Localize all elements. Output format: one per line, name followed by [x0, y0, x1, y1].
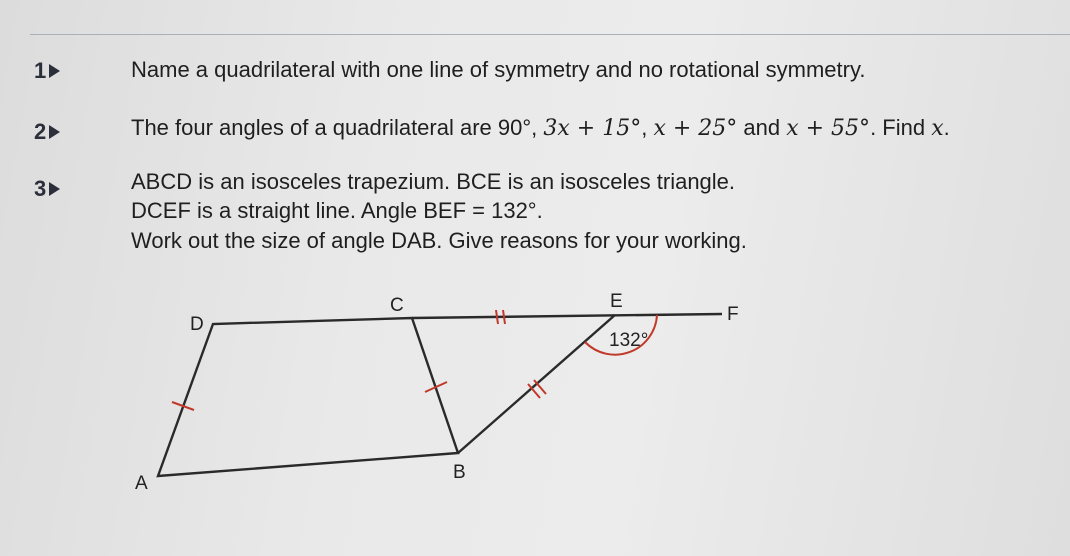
double-tick-ce-2 — [503, 310, 505, 324]
vertex-label-d: D — [190, 314, 204, 335]
question-2-suffix: . Find — [870, 115, 932, 140]
question-2-conjunction: and — [737, 115, 787, 140]
question-1-text: Name a quadrilateral with one line of symmetry and no rotational symmetry. — [131, 57, 866, 82]
question-3-line-1: ABCD is an isosceles trapezium. BCE is an isosceles triangle. — [131, 169, 736, 194]
variable-x: x — [931, 116, 944, 141]
vertex-label-b: B — [453, 462, 466, 483]
double-tick-ce-1 — [496, 310, 498, 324]
trapezium-abcd — [158, 318, 458, 476]
vertex-label-c: C — [390, 295, 404, 316]
question-2-end: . — [943, 115, 950, 140]
question-3-line-3: Work out the size of angle DAB. Give reasons for your working. — [131, 228, 747, 253]
angle-3x-plus-15: 3x + 15° — [543, 116, 642, 141]
question-1-number-text: 1 — [34, 58, 47, 83]
question-2-number-text: 2 — [34, 119, 47, 144]
question-3-number-text: 3 — [34, 176, 47, 201]
question-3-line-2: DCEF is a straight line. Angle BEF = 132°. — [131, 198, 543, 223]
question-2-prefix: The four angles of a quadrilateral are — [131, 115, 498, 140]
vertex-label-e: E — [610, 291, 623, 312]
vertex-label-a: A — [135, 473, 148, 494]
question-2-text: The four angles of a quadrilateral are 90°, 3x + 15°, x + 25° and x + 55°. Find x. — [131, 115, 950, 141]
angle-x-plus-55: x + 55° — [786, 116, 871, 141]
angle-label-132: 132° — [609, 330, 649, 351]
angle-x-plus-25: x + 25° — [653, 116, 738, 141]
vertex-label-f: F — [727, 304, 739, 325]
angle-90: 90° — [497, 115, 532, 140]
line-cef — [412, 314, 722, 318]
